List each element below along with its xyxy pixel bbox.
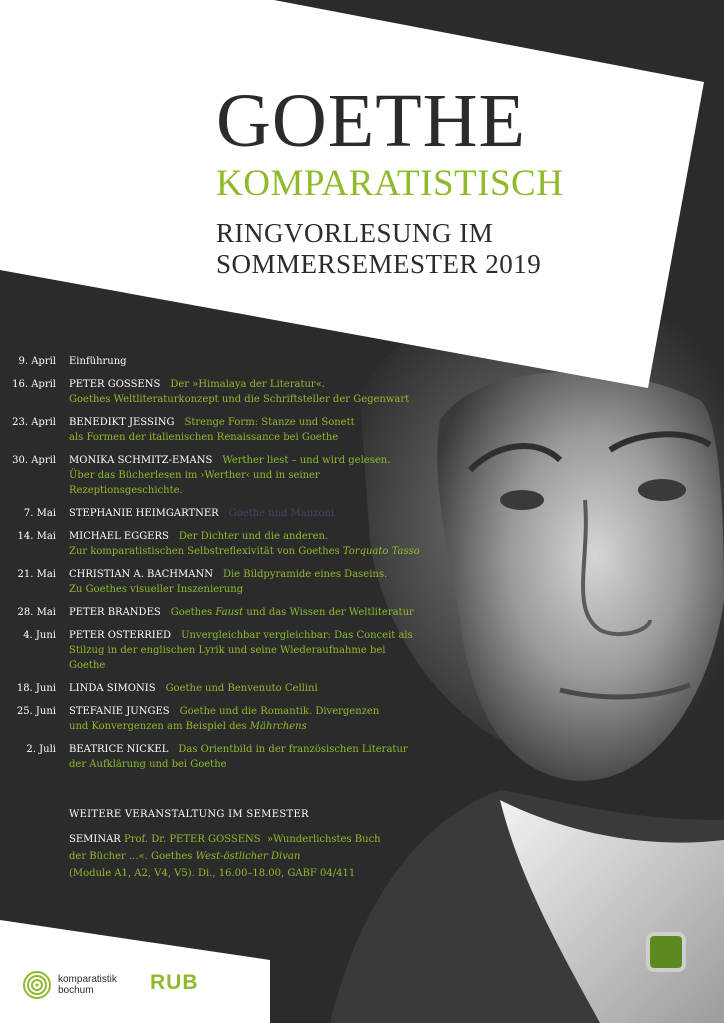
subtitle: KOMPARATISTISCH: [216, 163, 564, 204]
lecture-topic: Der Dichter und die anderen.: [178, 531, 329, 542]
lecture-date: 2. Juli: [26, 744, 56, 755]
title-block: [216, 78, 686, 280]
lecture-topic: Goethe und Benvenuto Cellini: [165, 683, 318, 694]
lecture-topic-cont: als Formen der italienischen Renaissance bei Goethe: [69, 432, 339, 443]
lecture-speaker: BENEDIKT JESSING: [69, 417, 175, 428]
lecture-speaker: BEATRICE NICKEL: [69, 744, 169, 755]
event-type: SEMINAR: [69, 834, 121, 845]
series-line-2: SOMMERSEMESTER 2019: [216, 249, 542, 279]
series-line-1: RINGVORLESUNG IM: [216, 218, 494, 248]
lecture-date: 30. April: [12, 455, 56, 466]
footer-band: [0, 915, 270, 1023]
lecture-speaker: MICHAEL EGGERS: [69, 531, 169, 542]
lecture-topic: Goethe und die Romantik. Divergenzen: [179, 706, 380, 717]
lecture-topic-cont: und Konvergenzen am Beispiel des: [69, 721, 247, 732]
lecture-topic-cont: Stilzug in der englischen Lyrik und seine Wiederaufnahme bei Goethe: [69, 645, 386, 671]
lecture-date: 21. Mai: [17, 569, 56, 580]
lecture-date: 25. Juni: [16, 706, 56, 717]
logo-line-1: komparatistik: [58, 974, 117, 985]
lecture-date: 23. April: [12, 417, 56, 428]
lecture-topic: Werther liest – und wird gelesen.: [222, 455, 391, 466]
lecture-speaker: STEPHANIE HEIMGARTNER: [69, 508, 219, 519]
schedule-row: [0, 605, 420, 620]
schedule-row: [0, 681, 420, 696]
lecture-topic-cont: Zur komparatistischen Selbstreflexivität von Goethes: [69, 546, 340, 557]
lecture-topic: Goethes: [170, 607, 213, 618]
event-title-cont: der Bücher ...«. Goethes: [69, 851, 193, 862]
schedule-row: [0, 704, 420, 734]
schedule-row: [0, 453, 420, 498]
lecture-topic: Goethe und Manzoni: [228, 508, 335, 519]
schedule-row: [0, 567, 420, 597]
further-heading: WEITERE VERANSTALTUNG IM SEMESTER: [69, 809, 309, 820]
lecture-topic: Die Bildpyramide eines Daseins.: [222, 569, 388, 580]
lecture-topic: Das Orientbild in der französischen Literatur: [178, 744, 408, 755]
lecture-topic: Einführung: [69, 356, 127, 367]
lecture-topic-rest: und das Wissen der Weltliteratur: [246, 607, 414, 618]
lecture-speaker: PETER OSTERRIED: [69, 630, 172, 641]
event-title: »Wunderlichstes Buch: [267, 834, 381, 845]
lecture-date: 28. Mai: [17, 607, 56, 618]
lecture-topic: Strenge Form: Stanze und Sonett: [184, 417, 355, 428]
lecture-speaker: CHRISTIAN A. BACHMANN: [69, 569, 213, 580]
rub-logo: RUB: [150, 971, 199, 994]
lecture-topic-work: Mährchens: [249, 721, 307, 732]
komparatistik-logo-icon: [22, 970, 52, 1000]
lecture-date: 9. April: [18, 356, 56, 367]
komparatistik-logo: [22, 970, 117, 1000]
schedule-row: [0, 354, 420, 369]
lecture-date: 7. Mai: [23, 508, 56, 519]
lecture-topic-work: Faust: [215, 607, 244, 618]
lecture-topic: Der »Himalaya der Literatur«.: [170, 379, 325, 390]
lecture-topic-cont: der Aufklärung und bei Goethe: [69, 759, 227, 770]
schedule-row: [0, 529, 420, 559]
lecture-topic-cont: Über das Bücherlesen im ›Werther‹ und in seiner Rezeptionsgeschichte.: [69, 470, 320, 496]
lecture-date: 4. Juni: [23, 630, 56, 641]
main-title: GOETHE: [216, 79, 526, 163]
lecture-topic: Unvergleichbar vergleichbar: Das Conceit als: [181, 630, 413, 641]
event-details: (Module A1, A2, V4, V5). Di., 16.00–18.00, GABF 04/411: [69, 868, 356, 879]
lecture-date: 14. Mai: [17, 531, 56, 542]
lecture-date: 18. Juni: [16, 683, 56, 694]
schedule-row: [0, 628, 420, 673]
schedule-row: [0, 377, 420, 407]
lecture-speaker: PETER GOSSENS: [69, 379, 161, 390]
lecture-speaker: PETER BRANDES: [69, 607, 161, 618]
logo-line-2: bochum: [58, 985, 94, 996]
lecture-speaker: LINDA SIMONIS: [69, 683, 156, 694]
lecture-topic-work: Torquato Tasso: [342, 546, 420, 557]
schedule-row: [0, 415, 420, 445]
lecture-speaker: STEFANIE JUNGES: [69, 706, 170, 717]
schedule-row: [0, 506, 420, 521]
event-title-work: West-östlicher Divan: [195, 851, 301, 862]
lecture-speaker: MONIKA SCHMITZ-EMANS: [69, 455, 213, 466]
further-event: [69, 806, 399, 882]
lecture-topic-cont: Zu Goethes visueller Inszenierung: [69, 584, 244, 595]
schedule-row: [0, 742, 420, 772]
event-lecturer: Prof. Dr. PETER GOSSENS: [124, 834, 261, 845]
lecture-schedule: [0, 354, 420, 780]
lecture-date: 16. April: [12, 379, 56, 390]
lecture-topic-cont: Goethes Weltliteraturkonzept und die Schriftsteller der Gegenwart: [69, 394, 410, 405]
